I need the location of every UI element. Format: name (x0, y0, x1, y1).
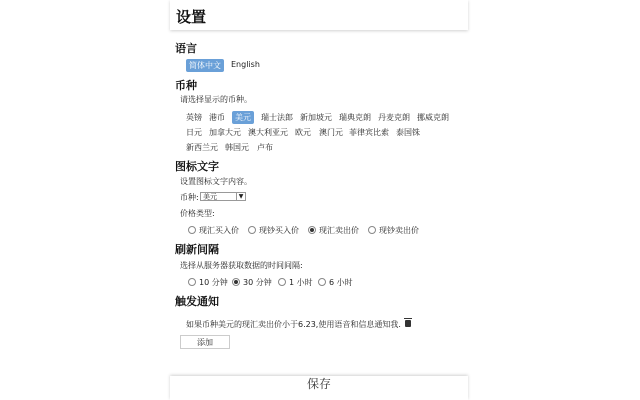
currency-option-rub[interactable]: 卢布 (257, 143, 273, 152)
refresh-option-label: 10 分钟 (199, 278, 228, 287)
icon-currency-select[interactable] (200, 192, 246, 201)
radio-icon (368, 226, 376, 234)
price-type-label: 价格类型: (180, 209, 215, 218)
currency-heading: 币种 (175, 79, 197, 92)
language-heading: 语言 (175, 42, 197, 55)
currency-option-sek[interactable]: 瑞典克朗 (339, 113, 371, 122)
refresh-option-10m[interactable] (188, 277, 228, 288)
currency-option-jpy[interactable]: 日元 (186, 128, 202, 137)
price-type-option-label: 现汇买入价 (199, 226, 239, 235)
radio-icon (318, 278, 326, 286)
refresh-heading: 刷新间隔 (175, 243, 219, 256)
currency-option-hkd[interactable]: 港币 (209, 113, 225, 122)
currency-option-eur[interactable]: 欧元 (295, 128, 311, 137)
price-type-option-2[interactable] (248, 225, 299, 236)
refresh-option-label: 6 小时 (329, 278, 353, 287)
radio-checked-icon (308, 226, 316, 234)
currency-option-chf[interactable]: 瑞士法郎 (261, 113, 293, 122)
header-bar (170, 0, 468, 30)
chevron-down-icon: ▼ (236, 193, 245, 201)
price-type-option-1[interactable] (188, 225, 239, 236)
radio-icon (248, 226, 256, 234)
currency-option-usd[interactable]: 美元 (232, 111, 254, 124)
price-type-option-3[interactable] (308, 225, 359, 236)
currency-option-krw[interactable]: 韩国元 (225, 143, 249, 152)
language-option-en[interactable]: English (231, 60, 260, 69)
currency-option-cad[interactable]: 加拿大元 (209, 128, 241, 137)
refresh-option-label: 30 分钟 (243, 278, 272, 287)
refresh-option-6h[interactable] (318, 277, 353, 288)
language-option-zh[interactable]: 简体中文 (186, 59, 224, 72)
price-type-option-label: 现汇卖出价 (319, 226, 359, 235)
currency-hint: 请选择显示的币种。 (180, 95, 252, 104)
refresh-hint: 选择从服务器获取数据的时间间隔: (180, 261, 303, 270)
currency-option-nzd[interactable]: 新西兰元 (186, 143, 218, 152)
add-notification-button[interactable]: 添加 (180, 335, 230, 349)
radio-checked-icon (232, 278, 240, 286)
currency-option-sgd[interactable]: 新加坡元 (300, 113, 332, 122)
currency-option-dkk[interactable]: 丹麦克朗 (378, 113, 410, 122)
trash-icon[interactable] (405, 320, 411, 327)
currency-option-thb[interactable]: 泰国铢 (396, 128, 420, 137)
icon-currency-select-value: 美元 (203, 193, 217, 201)
currency-option-php[interactable]: 菲律宾比索 (349, 128, 389, 137)
icon-text-heading: 图标文字 (175, 160, 219, 173)
radio-icon (278, 278, 286, 286)
icon-text-hint: 设置图标文字内容。 (180, 177, 252, 186)
currency-option-gbp[interactable]: 英镑 (186, 113, 202, 122)
radio-icon (188, 278, 196, 286)
radio-icon (188, 226, 196, 234)
refresh-option-30m[interactable] (232, 277, 272, 288)
price-type-option-label: 现钞买入价 (259, 226, 299, 235)
currency-option-nok[interactable]: 挪威克朗 (417, 113, 449, 122)
currency-option-aud[interactable]: 澳大利亚元 (248, 128, 288, 137)
footer-bar (170, 376, 468, 400)
page-title: 设置 (176, 8, 207, 26)
icon-currency-label: 币种: (180, 193, 199, 202)
notify-heading: 触发通知 (175, 295, 219, 308)
currency-option-mop[interactable]: 澳门元 (319, 128, 343, 137)
refresh-option-1h[interactable] (278, 277, 313, 288)
refresh-option-label: 1 小时 (289, 278, 313, 287)
notify-rule: 如果币种美元的现汇卖出价小于6.23,使用语音和信息通知我. (186, 320, 401, 329)
price-type-option-label: 现钞卖出价 (379, 226, 419, 235)
price-type-option-4[interactable] (368, 225, 419, 236)
save-button[interactable]: 保存 (306, 377, 331, 391)
